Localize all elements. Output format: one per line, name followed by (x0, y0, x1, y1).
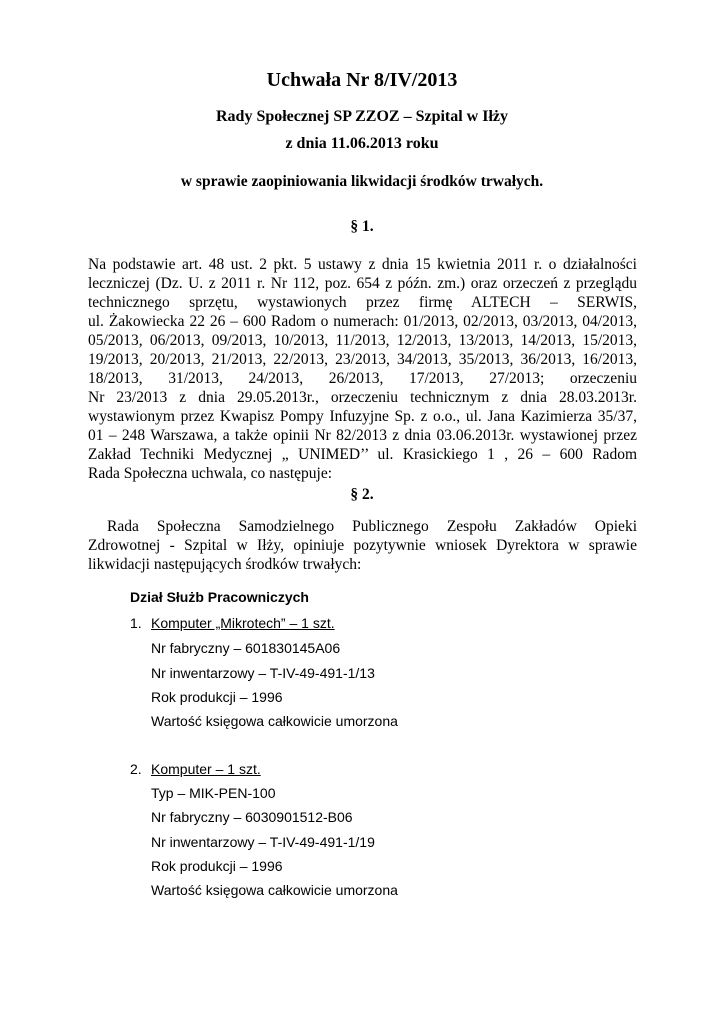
item-detail: Typ – MIK-PEN-100 (151, 785, 276, 801)
item-detail: Rok produkcji – 1996 (151, 689, 283, 705)
item-number: 2. (130, 761, 142, 777)
item-detail: Nr fabryczny – 6030901512-B06 (151, 809, 353, 825)
paragraph-1-heading: § 1. (350, 218, 374, 235)
paragraph-1-line: 05/2013, 06/2013, 09/2013, 10/2013, 11/2013, 12/2013, 13/2013, 14/2013, 15/2013, (88, 332, 637, 349)
council-name: Rady Społecznej SP ZZOZ – Szpital w Iłży (215, 108, 509, 125)
paragraph-1-line: leczniczej (Dz. U. z 2011 r. Nr 112, poz. 654 z późn. zm.) oraz orzeczeń z przeglądu (88, 275, 637, 292)
paragraph-2-heading: § 2. (350, 486, 374, 503)
paragraph-2-line: Zdrowotnej - Szpital w Iłży, opiniuje pozytywnie wniosek Dyrektora w sprawie (88, 537, 637, 554)
paragraph-1-line: wystawionym przez Kwapisz Pompy Infuzyjne Sp. z o.o., ul. Jana Kazimierza 35/37, (88, 408, 637, 425)
paragraph-1-line: Na podstawie art. 48 ust. 2 pkt. 5 ustawy z dnia 15 kwietnia 2011 r. o działalności (88, 256, 637, 273)
paragraph-2-body (88, 517, 637, 574)
resolution-date: z dnia 11.06.2013 roku (285, 135, 439, 152)
paragraph-1-line: Nr 23/2013 z dnia 29.05.2013r., orzeczeniu technicznym z dnia 28.03.2013r. (88, 389, 637, 406)
paragraph-1-line: 19/2013, 20/2013, 21/2013, 22/2013, 23/2013, 34/2013, 35/2013, 36/2013, 16/2013, (88, 351, 637, 368)
paragraph-1-line: Rada Społeczna uchwala, co następuje: (88, 465, 333, 482)
paragraph-1-line: ul. Żakowiecka 22 26 – 600 Radom o numerach: 01/2013, 02/2013, 03/2013, 04/2013, (88, 313, 637, 330)
item-number: 1. (130, 615, 142, 631)
item-detail: Nr inwentarzowy – T-IV-49-491-1/19 (151, 834, 375, 850)
paragraph-1-line: Zakład Techniki Medycznej „ UNIMED’’ ul. Krasickiego 1 , 26 – 600 Radom (88, 446, 637, 463)
item-title: Komputer – 1 szt. (151, 761, 261, 777)
item-detail: Nr fabryczny – 601830145A06 (151, 640, 341, 656)
item-detail: Nr inwentarzowy – T-IV-49-491-1/13 (151, 665, 375, 681)
resolution-subject: w sprawie zaopiniowania likwidacji środków trwałych. (180, 173, 544, 190)
item-detail: Wartość księgowa całkowicie umorzona (151, 882, 398, 898)
paragraph-1-line: 18/2013, 31/2013, 24/2013, 26/2013, 17/2013, 27/2013; orzeczeniu (88, 370, 637, 387)
section-title: Dział Służb Pracowniczych (130, 589, 309, 605)
paragraph-1-body (88, 255, 637, 483)
paragraph-1-line: technicznego sprzętu, wystawionych przez firmę ALTECH – SERWIS, (88, 294, 637, 311)
paragraph-2-line: Rada Społeczna Samodzielnego Publicznego Zespołu Zakładów Opieki (107, 518, 637, 535)
item-title: Komputer „Mikrotech” – 1 szt. (151, 615, 335, 631)
item-detail: Rok produkcji – 1996 (151, 858, 283, 874)
paragraph-2-line: likwidacji następujących środków trwałych: (88, 556, 362, 573)
resolution-title: Uchwała Nr 8/IV/2013 (266, 69, 458, 91)
paragraph-1-line: 01 – 248 Warszawa, a także opinii Nr 82/2013 z dnia 03.06.2013r. wystawionej przez (88, 427, 637, 444)
item-detail: Wartość księgowa całkowicie umorzona (151, 713, 398, 729)
